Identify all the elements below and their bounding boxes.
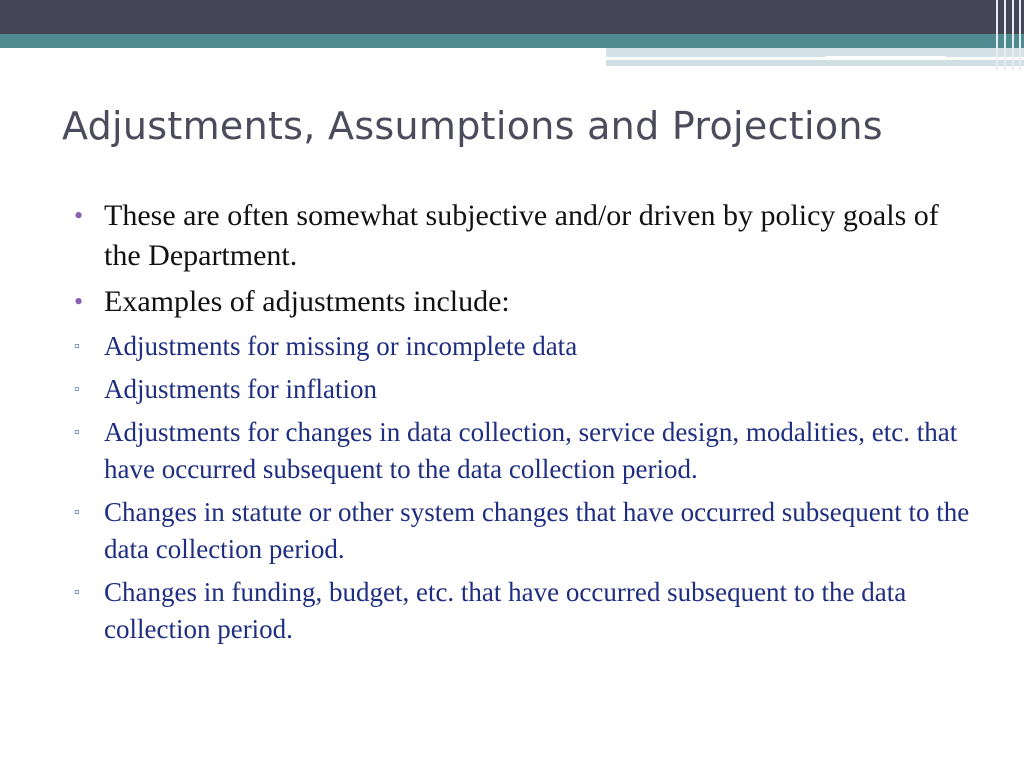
sub-bullet-item [70,414,970,488]
bullet-text: These are often somewhat subjective and/or driven by policy goals of the Department. [104,199,939,272]
square-bullet-icon: ▫ [74,584,80,601]
header-stripe [1019,0,1021,70]
square-bullet-icon: ▫ [74,381,80,398]
bullet-text: Examples of adjustments include: [104,285,510,318]
header-band-light-2 [606,60,1024,66]
bullet-item [70,282,970,322]
sub-bullet-item [70,494,970,568]
bullet-list [70,196,970,322]
sub-bullet-item [70,574,970,648]
header-band-dark [0,0,1024,34]
header-stripe [1012,0,1014,70]
sub-bullet-list [70,328,970,648]
header-stripe [996,0,998,70]
bullet-dot-icon: • [74,287,84,316]
sub-bullet-item [70,371,970,408]
sub-bullet-item [70,328,970,365]
bullet-item [70,196,970,276]
header-band-teal [0,34,1024,48]
slide-title: Adjustments, Assumptions and Projections [62,104,883,148]
sub-bullet-text: Adjustments for inflation [104,374,377,404]
header-stripe [1004,0,1006,70]
sub-bullet-text: Adjustments for missing or incomplete data [104,331,578,361]
square-bullet-icon: ▫ [74,504,80,521]
square-bullet-icon: ▫ [74,424,80,441]
bullet-dot-icon: • [74,201,84,230]
header-band-light-1 [606,48,1024,57]
sub-bullet-text: Changes in statute or other system changes that have occurred subsequent to the data collection period. [104,497,970,564]
header-band-white-line [826,56,946,58]
sub-bullet-text: Changes in funding, budget, etc. that have occurred subsequent to the data collection period. [104,577,907,644]
slide-body [70,196,970,654]
sub-bullet-text: Adjustments for changes in data collection, service design, modalities, etc. that have occurred subsequent to the data collection period. [104,417,958,484]
square-bullet-icon: ▫ [74,338,80,355]
